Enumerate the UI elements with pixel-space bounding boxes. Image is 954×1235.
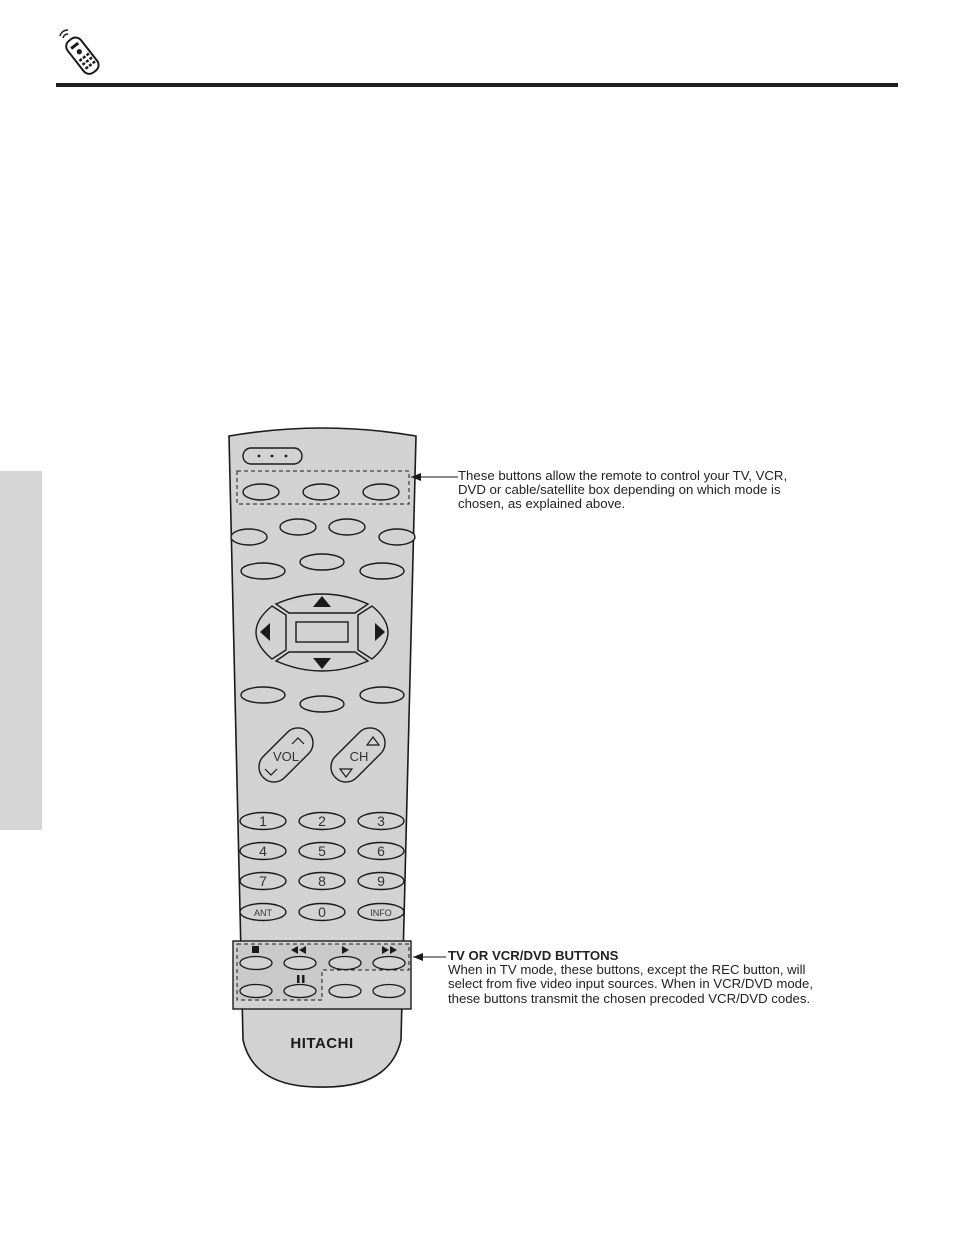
power-dot (271, 455, 274, 458)
callout-arrowhead-transport (413, 953, 423, 961)
function-button[interactable] (300, 554, 344, 570)
channel-label: CH (349, 749, 369, 764)
mode-buttons-callout-text: These buttons allow the remote to control your TV, VCR, DVD or cable/satellite box depending on which mode is chosen, as explained above. (458, 468, 788, 512)
number-key-label: 1 (259, 813, 267, 829)
tv-vcr-dvd-callout-title: TV OR VCR/DVD BUTTONS (448, 948, 619, 963)
power-dot (258, 455, 261, 458)
mode-button-tv[interactable] (243, 484, 279, 500)
transport-button[interactable] (373, 985, 405, 998)
function-button[interactable] (280, 519, 316, 535)
function-button[interactable] (360, 687, 404, 703)
number-key-label: 7 (259, 873, 267, 889)
pause-icon (297, 975, 300, 983)
number-key-label: 4 (259, 843, 267, 859)
function-button[interactable] (241, 687, 285, 703)
nav-select-button[interactable] (296, 622, 348, 642)
mode-buttons-callout (458, 469, 788, 512)
number-key-label: 3 (377, 813, 385, 829)
function-button[interactable] (360, 563, 404, 579)
info-label: INFO (370, 908, 392, 918)
volume-label: VOL (272, 749, 300, 764)
power-dot (285, 455, 288, 458)
function-button[interactable] (241, 563, 285, 579)
mode-button-dvd[interactable] (363, 484, 399, 500)
function-button[interactable] (300, 696, 344, 712)
mode-button-vcr[interactable] (303, 484, 339, 500)
pause-icon (302, 975, 305, 983)
function-button[interactable] (329, 519, 365, 535)
brand-logo: HITACHI (290, 1035, 354, 1052)
number-key-label: 9 (377, 873, 385, 889)
fast-forward-button[interactable] (373, 957, 405, 970)
transport-button[interactable] (329, 985, 361, 998)
rec-button[interactable] (240, 985, 272, 998)
zero-label: 0 (318, 904, 326, 920)
stop-button[interactable] (240, 957, 272, 970)
number-key-label: 2 (318, 813, 326, 829)
tv-vcr-dvd-callout-text: When in TV mode, these buttons, except the REC button, will select from five video input sources. When in VCR/DVD mode, these buttons transmit the chosen precoded VCR/DVD codes. (448, 962, 814, 1006)
function-button[interactable] (231, 529, 267, 545)
number-key-label: 5 (318, 843, 326, 859)
rewind-button[interactable] (284, 957, 316, 970)
ant-label: ANT (254, 908, 272, 918)
number-key-label: 8 (318, 873, 326, 889)
function-button[interactable] (379, 529, 415, 545)
play-button[interactable] (329, 957, 361, 970)
tv-vcr-dvd-callout (448, 949, 818, 1006)
stop-icon (252, 946, 259, 953)
pause-button[interactable] (284, 985, 316, 998)
number-key-label: 6 (377, 843, 385, 859)
